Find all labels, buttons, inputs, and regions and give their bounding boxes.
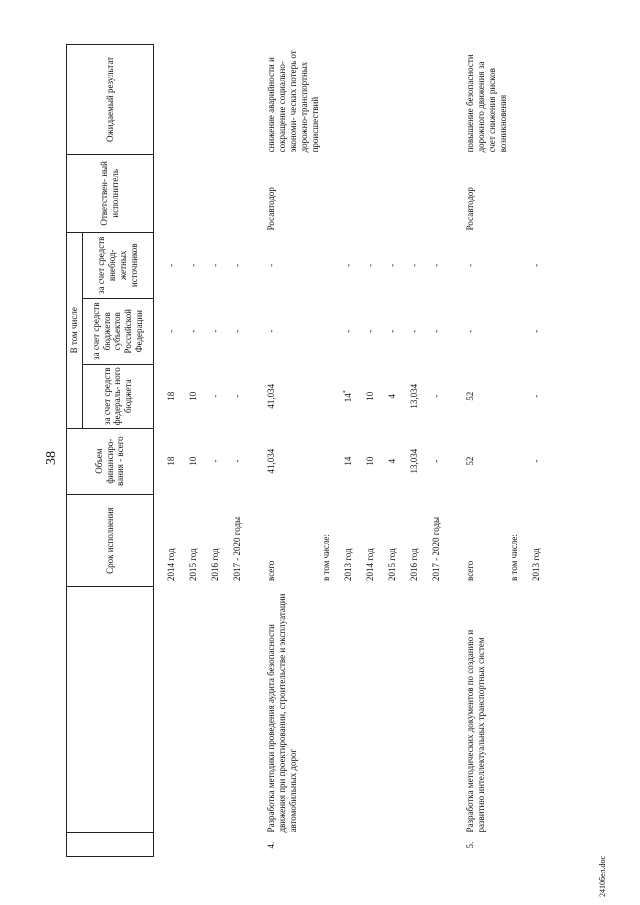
row-extra: - [265,263,276,267]
table-row [531,45,553,857]
row-federal: 4 [386,393,397,399]
row-federal: 10 [364,391,375,401]
row-regional: - [464,329,475,333]
row-extra: - [530,263,541,267]
row-name: Разработка методических документов по созданию и развитию интеллектуальных транспортных систем [464,629,486,833]
header-regional: за счет средств бюджетов субъектов Российской Федерации [82,298,153,364]
row-number: 4. [265,841,276,849]
row-total [321,428,343,494]
row-regional: - [265,329,276,333]
row-responsible [431,154,453,232]
row-total: 18 [165,456,176,466]
row-total [509,428,531,494]
row-federal: - [209,394,220,398]
row-number [531,833,553,857]
row-number [409,833,431,857]
row-term: 2017 - 2020 годы [430,516,441,581]
row-name [343,587,365,833]
row-result [321,45,343,155]
row-term: 2017 - 2020 годы [231,516,242,581]
row-name [365,587,387,833]
row-extra [321,232,343,298]
row-extra: - [187,263,198,267]
table-row [465,45,509,857]
row-regional: - [342,329,353,333]
row-result [210,45,232,155]
row-federal: 13,034 [408,383,419,409]
row-total: - [530,459,541,463]
row-result [387,45,409,155]
row-extra: - [342,263,353,267]
federal-value: 14 [342,393,353,403]
table-row [321,45,343,857]
row-regional: - [165,329,176,333]
table-row [409,45,431,857]
row-number [387,833,409,857]
row-result [509,45,531,155]
header-federal: за счет средств федераль- ного бюджета [82,364,153,428]
row-result: снижение аварийности и сокращение социально-экономи- ческих потерь от дорожно-транспортных происшествий [265,50,320,153]
row-responsible [188,154,210,232]
row-total: - [231,459,242,463]
page-number: 38 [44,451,59,465]
header-extra: за счет средств внебюд- жетных источников [82,232,153,298]
row-number [166,833,188,857]
table-row [232,45,254,857]
row-number [321,833,343,857]
row-term: 2013 год [342,548,353,581]
table-row [266,45,321,857]
row-name [431,587,453,833]
row-term: 2015 год [386,548,397,581]
row-result [431,45,453,155]
row-number: 5. [464,841,475,849]
row-name [210,587,232,833]
row-regional: - [408,329,419,333]
header-responsible: Ответствен- ный исполнитель [67,154,154,232]
row-result [188,45,210,155]
row-federal: 52 [464,391,475,401]
row-responsible [210,154,232,232]
row-responsible [232,154,254,232]
row-term: всего [464,560,475,581]
row-term: 2014 год [165,548,176,581]
table-row [387,45,409,857]
row-extra: - [209,263,220,267]
row-result [166,45,188,155]
row-name: Разработка методики проведения аудита безопасности движения при проектировании, строительстве и эксплуатации автомобильных дорог [265,593,298,833]
row-term: 2014 год [364,548,375,581]
row-responsible [509,154,531,232]
row-total: 4 [386,458,397,464]
row-name [409,587,431,833]
row-term: 2016 год [209,548,220,581]
row-total: 13,034 [408,448,419,474]
row-responsible [365,154,387,232]
row-result [232,45,254,155]
row-term: 2013 год [530,548,541,581]
table-row [365,45,387,857]
table-row [166,45,188,857]
row-name [166,587,188,833]
row-regional: - [231,329,242,333]
row-federal: - [231,394,242,398]
row-term: в том числе: [508,534,519,581]
header-total: Объем финансиро- вания - всего [67,428,154,494]
row-federal: - [530,394,541,398]
row-number [509,833,531,857]
row-result [409,45,431,155]
row-total: - [209,459,220,463]
row-number [343,833,365,857]
header-result: Ожидаемый результат [67,45,154,155]
row-number [365,833,387,857]
table-row [431,45,453,857]
row-total: 14 [342,456,353,466]
table-row [343,45,365,857]
row-term: всего [265,560,276,581]
row-name [232,587,254,833]
row-regional: - [364,329,375,333]
row-regional [321,298,343,364]
row-extra: - [165,263,176,267]
row-name [321,587,343,833]
row-term: 2015 год [187,548,198,581]
row-federal: 18 [165,391,176,401]
row-responsible [531,154,553,232]
row-extra: - [231,263,242,267]
table-row [188,45,210,857]
row-federal: 10 [187,391,198,401]
row-extra: - [430,263,441,267]
row-extra: - [464,263,475,267]
header-incl: В том числе [67,232,83,428]
file-name: 2410бел.doc [598,855,607,897]
footnote-mark: * [342,390,349,394]
row-federal [321,364,343,428]
row-regional: - [209,329,220,333]
header-name-cell [67,587,154,833]
row-name [509,587,531,833]
measures-table [66,44,553,857]
row-responsible [321,154,343,232]
row-federal: - [430,394,441,398]
row-responsible [387,154,409,232]
row-name [188,587,210,833]
row-result [365,45,387,155]
row-extra: - [364,263,375,267]
header-number-cell [67,833,154,857]
row-regional [509,298,531,364]
row-total: - [430,459,441,463]
row-regional: - [530,329,541,333]
table-row [210,45,232,857]
row-responsible [343,154,365,232]
row-name [531,587,553,833]
row-federal [343,364,365,428]
row-responsible [166,154,188,232]
row-result [343,45,365,155]
row-regional: - [386,329,397,333]
row-result: повышение безопасности дорожного движения за счет снижения рисков возникновения [464,54,508,153]
row-name [387,587,409,833]
row-term: 2016 год [408,548,419,581]
row-regional: - [430,329,441,333]
row-extra: - [408,263,419,267]
row-federal: 41,034 [265,383,276,409]
row-extra: - [386,263,397,267]
row-federal [509,364,531,428]
row-responsible [409,154,431,232]
row-number [232,833,254,857]
row-extra [509,232,531,298]
row-result [531,45,553,155]
row-total: 41,034 [265,448,276,474]
table-row [509,45,531,857]
row-responsible: Росавтодор [464,187,475,231]
row-number [188,833,210,857]
row-responsible: Росавтодор [265,187,276,231]
row-term: в том числе: [320,534,331,581]
row-total: 10 [187,456,198,466]
header-term: Срок исполнения [67,494,154,587]
row-number [431,833,453,857]
row-number [210,833,232,857]
row-total: 10 [364,456,375,466]
row-regional: - [187,329,198,333]
row-total: 52 [464,456,475,466]
